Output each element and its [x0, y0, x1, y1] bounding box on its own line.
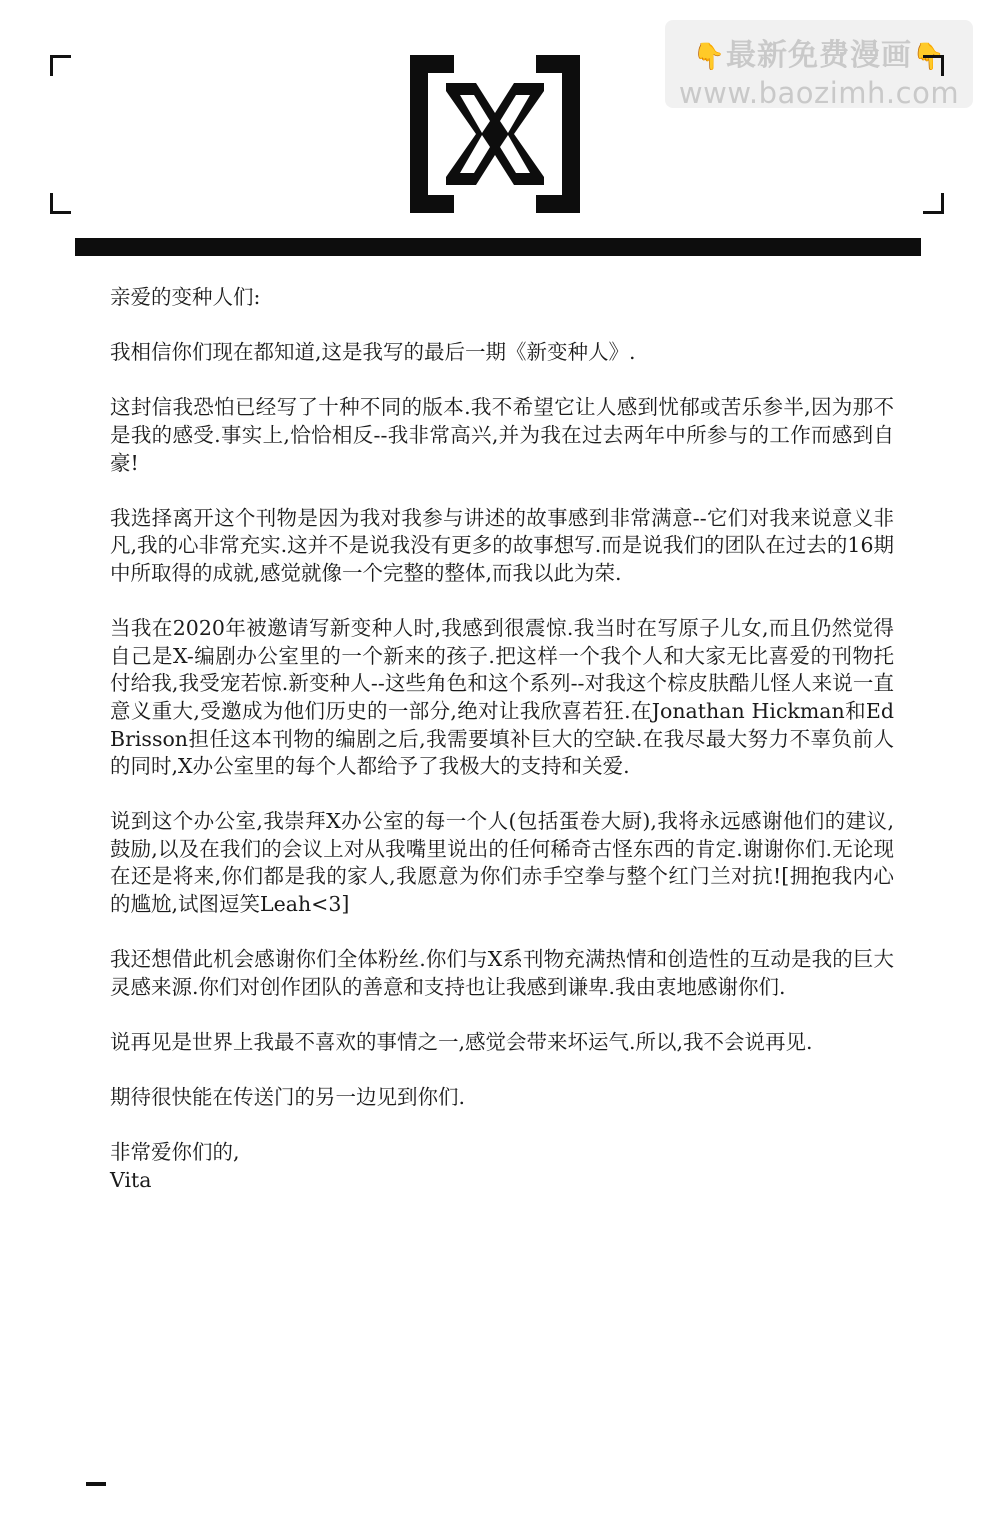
watermark-title: 👇最新免费漫画👇: [692, 38, 946, 73]
letter-paragraph: 说再见是世界上我最不喜欢的事情之一,感觉会带来坏运气.所以,我不会说再见.: [110, 1030, 813, 1055]
x-logo-icon: [410, 55, 580, 213]
letter-body: [110, 284, 894, 1195]
corner-bracket-top-left: [50, 55, 71, 76]
letter-closing: 非常爱你们的,: [110, 1140, 240, 1165]
letter-paragraph: 我相信你们现在都知道,这是我写的最后一期《新变种人》.: [110, 340, 636, 365]
watermark-url[interactable]: www.baozimh.com: [678, 76, 960, 110]
letter-salutation: 亲爱的变种人们:: [110, 285, 261, 309]
letter-paragraph: 期待很快能在传送门的另一边见到你们.: [110, 1085, 466, 1110]
header-divider: [75, 238, 921, 256]
letter-paragraph: 当我在2020年被邀请写新变种人时,我感到很震惊.我当时在写原子儿女,而且仍然觉得自己是X-编剧办公室里的一个新来的孩子.把这样一个我个人和大家无比喜爱的刊物托付给我,我受宠若惊.新变种人--这些角色和这个系列--对我这个棕皮肤酷儿怪人来说一直意义重大,受邀成为他们历史的一部分,绝对让我欣喜若狂.在Jonathan Hickman和Ed Brisson担任这本刊物的编剧之后,我需要填补巨大的空缺.在我尽最大努力不辜负前人的同时,X办公室里的每个人都给予了我极大的支持和关爱.: [110, 616, 894, 779]
letter-paragraph: 我还想借此机会感谢你们全体粉丝.你们与X系刊物充满热情和创造性的互动是我的巨大灵感来源.你们对创作团队的善意和支持也让我感到谦卑.我由衷地感谢你们.: [110, 947, 894, 999]
pointing-hand-icon: 👇: [692, 42, 726, 72]
corner-bracket-bottom-right: [923, 193, 944, 214]
letter-paragraph: 我选择离开这个刊物是因为我对我参与讲述的故事感到非常满意--它们对我来说意义非凡,我的心非常充实.这并不是说我没有更多的故事想写.而是说我们的团队在过去的16期中所取得的成就,感觉就像一个完整的整体,而我以此为荣.: [110, 505, 894, 585]
letter-signature: Vita: [110, 1168, 152, 1192]
pointing-hand-icon: 👇: [912, 42, 946, 72]
letter-paragraph: 说到这个办公室,我崇拜X办公室的每一个人(包括蛋卷大厨),我将永远感谢他们的建议,鼓励,以及在我们的会议上对从我嘴里说出的任何稀奇古怪东西的肯定.谢谢你们.无论现在还是将来,你们都是我的家人,我愿意为你们赤手空拳与整个红门兰对抗![拥抱我内心的尴尬,试图逗笑Leah<3]: [110, 809, 894, 917]
page-footer-mark: [86, 1482, 106, 1486]
corner-bracket-top-right: [923, 55, 944, 76]
letter-paragraph: 这封信我恐怕已经写了十种不同的版本.我不希望它让人感到忧郁或苦乐参半,因为那不是我的感受.事实上,恰恰相反--我非常高兴,并为我在过去两年中所参与的工作而感到自豪!: [110, 395, 894, 475]
corner-bracket-bottom-left: [50, 193, 71, 214]
